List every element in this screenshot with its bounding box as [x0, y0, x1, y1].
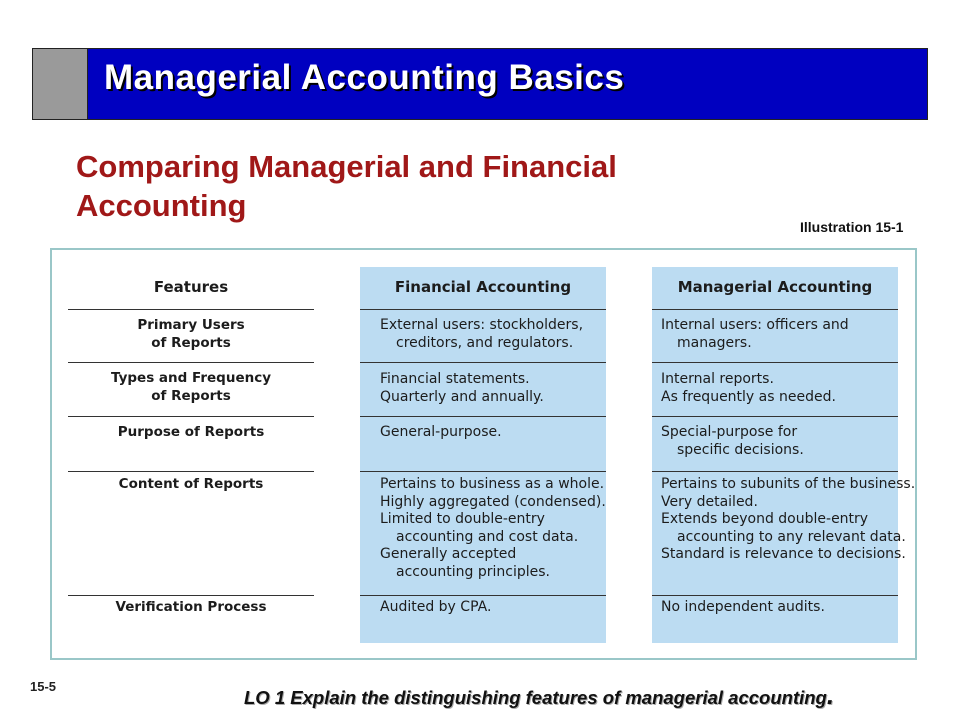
- row-divider: [652, 416, 898, 417]
- row-divider: [68, 595, 314, 596]
- row-divider: [652, 309, 898, 310]
- feature-line: Purpose of Reports: [117, 424, 265, 440]
- managerial-line: specific decisions.: [677, 441, 804, 458]
- feature-line: of Reports: [151, 334, 231, 351]
- row-divider: [68, 471, 314, 472]
- feature-cell: [68, 317, 314, 352]
- financial-accounting-column: [360, 267, 606, 643]
- financial-cell: [360, 317, 606, 352]
- managerial-cell: [652, 599, 898, 617]
- managerial-cell: [652, 424, 898, 459]
- managerial-line: No independent audits.: [661, 599, 825, 615]
- feature-cell: [68, 424, 314, 442]
- financial-header: Financial Accounting: [394, 278, 572, 296]
- row-divider: [360, 416, 606, 417]
- features-column: [68, 267, 314, 643]
- financial-line: Pertains to business as a whole.: [380, 476, 605, 492]
- managerial-header: Managerial Accounting: [677, 278, 873, 296]
- financial-line: External users: stockholders,: [380, 317, 584, 333]
- financial-line: accounting principles.: [396, 563, 550, 580]
- learning-objective-text: LO 1 Explain the distinguishing features of managerial accounting: [244, 687, 827, 708]
- financial-line: Limited to double-entry: [380, 511, 545, 527]
- feature-line: Content of Reports: [118, 476, 264, 492]
- learning-objective: [244, 680, 834, 711]
- features-header: Features: [153, 278, 229, 296]
- managerial-line: Internal reports.: [661, 371, 774, 387]
- row-divider: [652, 362, 898, 363]
- feature-cell: [68, 476, 314, 494]
- financial-line: Highly aggregated (condensed).: [380, 493, 606, 510]
- slide-title: Managerial Accounting Basics: [104, 58, 625, 97]
- managerial-cell: [652, 371, 898, 406]
- row-divider: [360, 362, 606, 363]
- financial-line: Financial statements.: [380, 371, 530, 387]
- learning-objective-period: .: [826, 680, 835, 710]
- managerial-line: Standard is relevance to decisions.: [661, 546, 906, 562]
- financial-line: Quarterly and annually.: [380, 388, 544, 405]
- managerial-line: Extends beyond double-entry: [661, 511, 869, 527]
- row-divider: [360, 309, 606, 310]
- row-divider: [652, 471, 898, 472]
- managerial-line: Special-purpose for: [661, 424, 798, 440]
- financial-cell: [360, 476, 606, 581]
- row-divider: [68, 362, 314, 363]
- title-accent-block: [32, 48, 88, 120]
- slide-subtitle: Comparing Managerial and Financial Accounting: [76, 149, 617, 223]
- row-divider: [360, 595, 606, 596]
- row-divider: [68, 309, 314, 310]
- row-divider: [360, 471, 606, 472]
- managerial-cell: [652, 476, 916, 564]
- managerial-accounting-column: [652, 267, 916, 643]
- managerial-line: accounting to any relevant data.: [677, 528, 906, 545]
- managerial-line: Internal users: officers and: [661, 317, 849, 333]
- managerial-cell: [652, 317, 898, 352]
- managerial-line: Very detailed.: [661, 493, 758, 510]
- financial-cell: [360, 424, 606, 442]
- managerial-line: Pertains to subunits of the business.: [661, 476, 916, 492]
- feature-line: Types and Frequency: [110, 370, 272, 386]
- financial-line: Audited by CPA.: [380, 599, 492, 615]
- slide-number: 15-5: [30, 679, 57, 694]
- financial-line: General-purpose.: [380, 424, 502, 440]
- feature-line: Primary Users: [137, 317, 245, 333]
- illustration-label: Illustration 15-1: [800, 219, 904, 235]
- feature-line: of Reports: [151, 387, 231, 404]
- financial-line: accounting and cost data.: [396, 528, 579, 545]
- financial-line: creditors, and regulators.: [396, 334, 574, 351]
- row-divider: [652, 595, 898, 596]
- feature-cell: [68, 370, 314, 405]
- feature-line: Verification Process: [115, 599, 267, 615]
- financial-line: Generally accepted: [380, 546, 517, 562]
- managerial-line: managers.: [677, 334, 752, 351]
- financial-cell: [360, 371, 606, 406]
- row-divider: [68, 416, 314, 417]
- managerial-line: As frequently as needed.: [661, 388, 836, 405]
- financial-cell: [360, 599, 606, 617]
- feature-cell: [68, 599, 314, 617]
